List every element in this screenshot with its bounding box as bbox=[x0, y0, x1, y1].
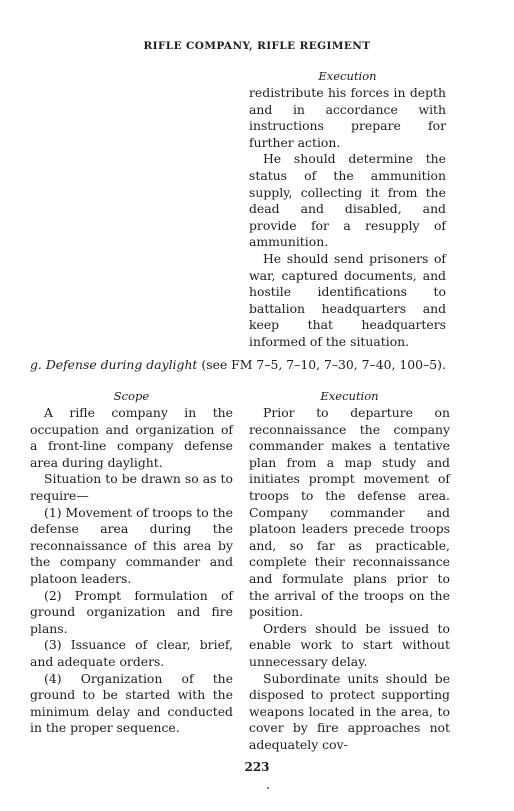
execution-heading-top: Execution bbox=[318, 69, 377, 83]
print-speck bbox=[267, 787, 269, 789]
paragraph: Orders should be issued to enable work to start without unnecessary delay. bbox=[249, 620, 450, 669]
execution-column bbox=[249, 388, 450, 753]
paragraph: (1) Movement of troops to the defense area during the reconnaissance of this area by the company commander and platoon leaders. bbox=[30, 504, 233, 586]
paragraph: Subordinate units should be disposed to protect supporting weapons located in the area, to cover by fire approaches not adequately cov- bbox=[249, 670, 450, 752]
running-head: RIFLE COMPANY, RIFLE REGIMENT bbox=[143, 40, 371, 52]
section-letter: g. bbox=[30, 357, 42, 372]
scope-heading: Scope bbox=[113, 389, 150, 403]
execution-heading: Execution bbox=[320, 389, 379, 403]
paragraph: redistribute his forces in depth and in accordance with instructions prepare for further action. bbox=[249, 85, 446, 150]
paragraph: Prior to departure on reconnaissance the company commander makes a tentative plan from a map study and initiates prompt movement of troops to the defense area. Company commander and platoon leaders precede troops and, so far as practicable, complete their reconnaissance and formulate plans prior to the arrival of the troops on the position. bbox=[249, 405, 450, 620]
paragraph: (3) Issuance of clear, brief, and adequate orders. bbox=[30, 637, 233, 669]
section-reference: (see FM 7–5, 7–10, 7–30, 7–40, 100–5). bbox=[201, 357, 446, 372]
scope-column bbox=[30, 388, 233, 737]
paragraph: A rifle company in the occupation and organization of a front-line company defense area during daylight. bbox=[30, 405, 233, 470]
top-right-column bbox=[249, 68, 446, 351]
paragraph: (2) Prompt formulation of ground organization and fire plans. bbox=[30, 587, 233, 636]
page-number: 223 bbox=[244, 760, 270, 774]
paragraph: Situation to be drawn so as to require— bbox=[30, 471, 233, 503]
paragraph: He should determine the status of the ammunition supply, collecting it from the dead and disabled, and provide for a resupply of ammunition. bbox=[249, 151, 446, 250]
section-heading bbox=[30, 356, 450, 373]
paragraph: (4) Organization of the ground to be started with the minimum delay and conducted in the proper sequence. bbox=[30, 670, 233, 736]
section-title: Defense during daylight bbox=[45, 357, 198, 372]
paragraph: He should send prisoners of war, captured documents, and hostile identifications to battalion headquarters and keep that headquarters informed of the situation. bbox=[249, 250, 446, 349]
